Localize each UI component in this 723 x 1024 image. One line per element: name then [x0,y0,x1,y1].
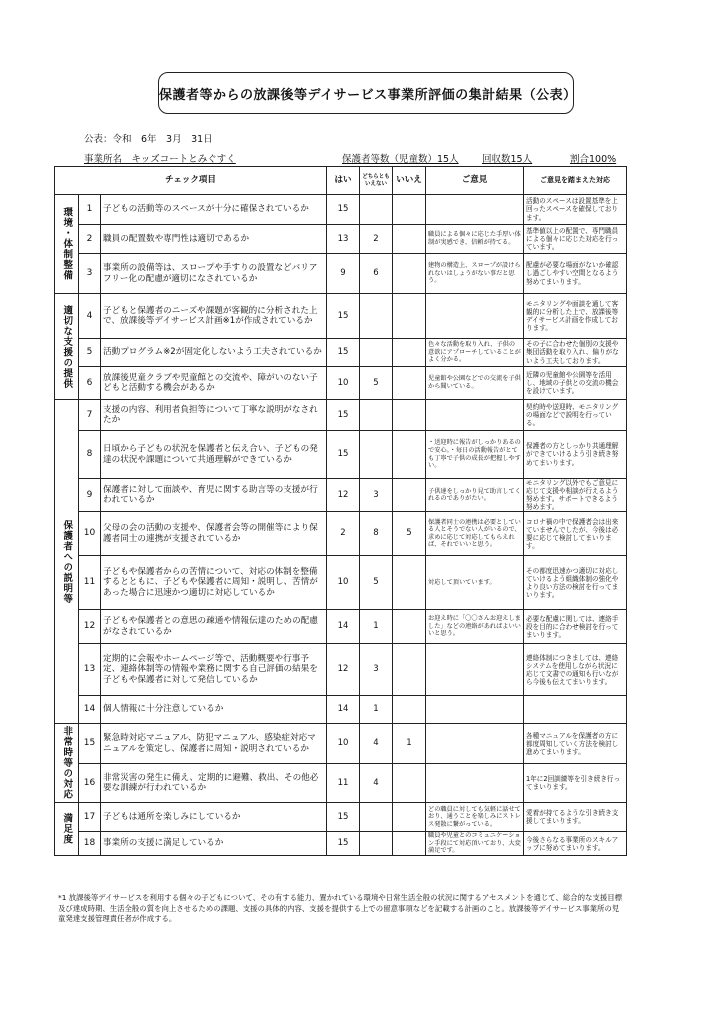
yes-count: 11 [327,764,360,803]
row-number: 11 [79,556,101,610]
neutral-count [360,803,393,832]
row-number: 8 [79,431,101,479]
opinion-header: ご意見 [426,167,524,195]
check-item: 子どもは通所を楽しみにしているか [101,803,327,832]
evaluation-table [54,166,627,856]
yes-count: 14 [327,610,360,644]
row-number: 18 [79,832,101,856]
no-count [393,400,426,431]
category-label: 適切な支援の提供 [61,304,73,389]
opinion-text: 職員や児童とのコミュニケーション手段にて対応頂いており、大変満足です。 [426,832,524,856]
neutral-count: 4 [360,764,393,803]
opinion-text [426,696,524,724]
table-row [55,696,627,724]
category-cell [55,294,79,400]
table-row [55,764,627,803]
row-number: 1 [79,195,101,225]
neutral-count [360,431,393,479]
yes-header: はい [327,167,360,195]
row-number: 3 [79,254,101,294]
row-number: 9 [79,479,101,512]
response-text: 近隣の児童館や公園等を活用し、地域の子供との交流の機会を設けています。 [524,367,627,400]
no-count [393,556,426,610]
opinion-text: 色々な活動を取り入れ、子供の意欲にアプローチしていることがよく分かる。 [426,339,524,367]
table-row [55,610,627,644]
category-cell [55,400,79,724]
check-item: 子どもの活動等のスペースが十分に確保されているか [101,195,327,225]
response-text: 保護者の方としっかり共通理解ができていけるよう引き続き努めてまいります。 [524,431,627,479]
neutral-count: 4 [360,724,393,764]
yes-count: 15 [327,294,360,339]
no-count [393,764,426,803]
category-label: 満足度 [61,813,73,845]
yes-count: 2 [327,512,360,556]
response-text: モニタリング以外でもご意見に応じて支援や相談が行えるよう努めます。サポートできるよう努めます。 [524,479,627,512]
no-count: 5 [393,512,426,556]
row-number: 7 [79,400,101,431]
yes-count: 10 [327,556,360,610]
row-number: 6 [79,367,101,400]
check-item: 事業所の設備等は、スロープや手すりの設置などバリアフリー化の配慮が適切になされているか [101,254,327,294]
response-text [524,696,627,724]
no-count [393,832,426,856]
neutral-count: 3 [360,479,393,512]
yes-count: 12 [327,479,360,512]
opinion-text [426,764,524,803]
table-row [55,254,627,294]
row-number: 14 [79,696,101,724]
opinion-text [426,400,524,431]
no-count [393,294,426,339]
no-count [393,339,426,367]
neutral-count: 5 [360,367,393,400]
table-row [55,294,627,339]
opinion-text [426,294,524,339]
neutral-count: 2 [360,225,393,254]
no-count [393,696,426,724]
neutral-count: 6 [360,254,393,294]
neutral-count [360,339,393,367]
response-text: 各種マニュアルを保護者の方に都度周知していく方法を検討し進めてまいります。 [524,724,627,764]
no-count [393,644,426,696]
check-item: 緊急時対応マニュアル、防犯マニュアル、感染症対応マニュアルを策定し、保護者に周知・説明されているか [101,724,327,764]
opinion-text: お迎え時に「〇〇さんお迎えしました」などの連絡があればよいいいと思う。 [426,610,524,644]
footnote: *1 放課後等デイサービスを利用する個々の子どもについて、その有する能力、置かれている環境や日常生活全般の状況に関するアセスメントを通じて、総合的な支援目標及び達成時期、生活全般の質を向上させるための課題、支援の具体的内容、支援を提供する上での留意事項などを記載する計画のこと。放課後等デイサービス事業所の児童発達支援管理責任者が作成する。 [58,893,623,924]
category-cell [55,724,79,803]
response-text: 基準値以上の配置で、専門職員による個々に応じた対応を行っています。 [524,225,627,254]
opinion-text: 保護者同士の連携は必要としている人とそうでない人がいるので、求めに応じて対応してもらえれば、それでいいと思う。 [426,512,524,556]
publish-date: 公表：令和 6年 3月 31日 [84,134,213,145]
opinion-text: 建物の構造上、スロープが設けられないはしょうがない事だと思う。 [426,254,524,294]
yes-count: 15 [327,195,360,225]
table-row [55,400,627,431]
check-item: 父母の会の活動の支援や、保護者会等の開催等により保護者同士の連携が支援されているか [101,512,327,556]
yes-count: 10 [327,724,360,764]
table-row [55,195,627,225]
responses-count: 回収数15人 [482,154,533,165]
response-text: 連絡体制につきましては、連絡システムを使用しながら状況に応じて文書での通知も行いながら今後も伝えてまいります。 [524,644,627,696]
table-row [55,724,627,764]
response-text: コロナ禍の中で保護者会は出来ていませんでしたが、今後は必要に応じて検討してまいります。 [524,512,627,556]
table-row [55,431,627,479]
yes-count: 14 [327,696,360,724]
check-item: 子どもや保護者からの苦情について、対応の体制を整備するとともに、子どもや保護者に周知・説明し、苦情があった場合に迅速かつ適切に対応しているか [101,556,327,610]
table-row [55,512,627,556]
check-item: 非常災害の発生に備え、定期的に避難、救出、その他必要な訓練が行われているか [101,764,327,803]
no-count [393,225,426,254]
opinion-text [426,724,524,764]
neutral-count: 3 [360,644,393,696]
yes-count: 12 [327,644,360,696]
response-text: 今後さらなる事業所のスキルアップに努めてまいります。 [524,832,627,856]
row-number: 15 [79,724,101,764]
opinion-text: 対応して頂いています。 [426,556,524,610]
table-row [55,832,627,856]
category-cell [55,195,79,294]
no-count [393,367,426,400]
table-row [55,339,627,367]
check-header: チェック項目 [55,167,327,195]
table-row [55,556,627,610]
response-text: モニタリングや面談を通して客観的に分析した上で、放課後等デイサービス計画を作成しております。 [524,294,627,339]
table-row [55,479,627,512]
table-row [55,367,627,400]
neutral-count [360,400,393,431]
row-number: 5 [79,339,101,367]
yes-count: 15 [327,832,360,856]
response-text: 愛着が持てるような引き続き支援してまいります。 [524,803,627,832]
table-row [55,644,627,696]
check-item: 支援の内容、利用者負担等について丁寧な説明がなされたか [101,400,327,431]
check-item: 活動プログラム※2が固定化しないよう工夫されているか [101,339,327,367]
check-item: 日頃から子どもの状況を保護者と伝え合い、子どもの発達の状況や課題について共通理解ができているか [101,431,327,479]
no-count [393,431,426,479]
check-item: 個人情報に十分注意しているか [101,696,327,724]
no-count [393,479,426,512]
table-row [55,803,627,832]
neutral-count: 8 [360,512,393,556]
check-item: 放課後児童クラブや児童館との交流や、障がいのない子どもと活動する機会があるか [101,367,327,400]
neutral-header: どちらとも いえない [360,167,393,195]
check-item: 子どもや保護者との意思の疎通や情報伝達のための配慮がなされているか [101,610,327,644]
table-row [55,225,627,254]
row-number: 13 [79,644,101,696]
opinion-text [426,195,524,225]
no-count: 1 [393,724,426,764]
row-number: 16 [79,764,101,803]
neutral-count [360,195,393,225]
category-cell [55,803,79,856]
row-number: 4 [79,294,101,339]
response-text: 活動のスペースは設置基準を上回ったスペースを確保しております。 [524,195,627,225]
response-text: その子に合わせた個別の支援や集団活動を取り入れ、偏りがないよう工夫しております。 [524,339,627,367]
facility-name: 事業所名 キッズコートとみぐすく [84,154,236,165]
no-count [393,610,426,644]
guardians-count: 保護者等数（児童数）15人 [342,154,459,165]
category-label: 環境・体制整備 [61,207,73,281]
yes-count: 13 [327,225,360,254]
yes-count: 15 [327,400,360,431]
row-number: 12 [79,610,101,644]
yes-count: 15 [327,803,360,832]
opinion-text: どの職員に対しても気軽に話せており、通うことを楽しみにストレス発散に繋がっている。 [426,803,524,832]
check-item: 子どもと保護者のニーズや課題が客観的に分析された上で、放課後等デイサービス計画※1が作成されているか [101,294,327,339]
table-header [55,167,627,195]
response-rate: 割合100% [570,154,617,165]
row-number: 17 [79,803,101,832]
yes-count: 15 [327,431,360,479]
yes-count: 9 [327,254,360,294]
no-count [393,195,426,225]
check-item: 定期的に会報やホームページ等で、活動概要や行事予定、連絡体制等の情報や業務に関する自己評価の結果を子どもや保護者に対して発信しているか [101,644,327,696]
opinion-text: ・送迎時に報告がしっかりあるので安心。・毎日の活動報告がとても丁寧で子供の成長が把握しやすい。 [426,431,524,479]
category-label: 非常時等の対応 [61,726,73,800]
no-count [393,803,426,832]
response-header: ご意見を踏まえた対応 [524,167,627,195]
opinion-text: 職員による個々に応じた手厚い体制が実感でき、信頼が持てる。 [426,225,524,254]
no-count [393,254,426,294]
neutral-count: 1 [360,696,393,724]
check-item: 事業所の支援に満足しているか [101,832,327,856]
neutral-count [360,832,393,856]
opinion-text: 児童館や公園などでの交流を子供から聞いている。 [426,367,524,400]
category-label: 保護者への説明等 [61,519,73,604]
opinion-text: 子供達をしっかり見て助言してくれるのでありがたい。 [426,479,524,512]
yes-count: 10 [327,367,360,400]
check-item: 職員の配置数や専門性は適切であるか [101,225,327,254]
response-text: その都度迅速かつ適切に対応していけるよう組織体制の強化やより良い方法の検討を行ってまいります。 [524,556,627,610]
response-text: 必要な配慮に関しては、連絡手段を目的に合わせ検討を行ってまいります。 [524,610,627,644]
row-number: 10 [79,512,101,556]
yes-count: 15 [327,339,360,367]
neutral-count [360,294,393,339]
check-item: 保護者に対して面談や、育児に関する助言等の支援が行われているか [101,479,327,512]
response-text: 契約時や送迎時、モニタリングの場面などで説明を行っている。 [524,400,627,431]
opinion-text [426,644,524,696]
row-number: 2 [79,225,101,254]
neutral-count: 5 [360,556,393,610]
response-text: 1年に2回訓練等を引き続き行ってまいります。 [524,764,627,803]
no-header: いいえ [393,167,426,195]
page-title: 保護者等からの放課後等デイサービス事業所評価の集計結果（公表） [158,72,574,114]
response-text: 配慮が必要な場面がないか確認し過ごしやすい空間となるよう努めてまいります。 [524,254,627,294]
neutral-count: 1 [360,610,393,644]
